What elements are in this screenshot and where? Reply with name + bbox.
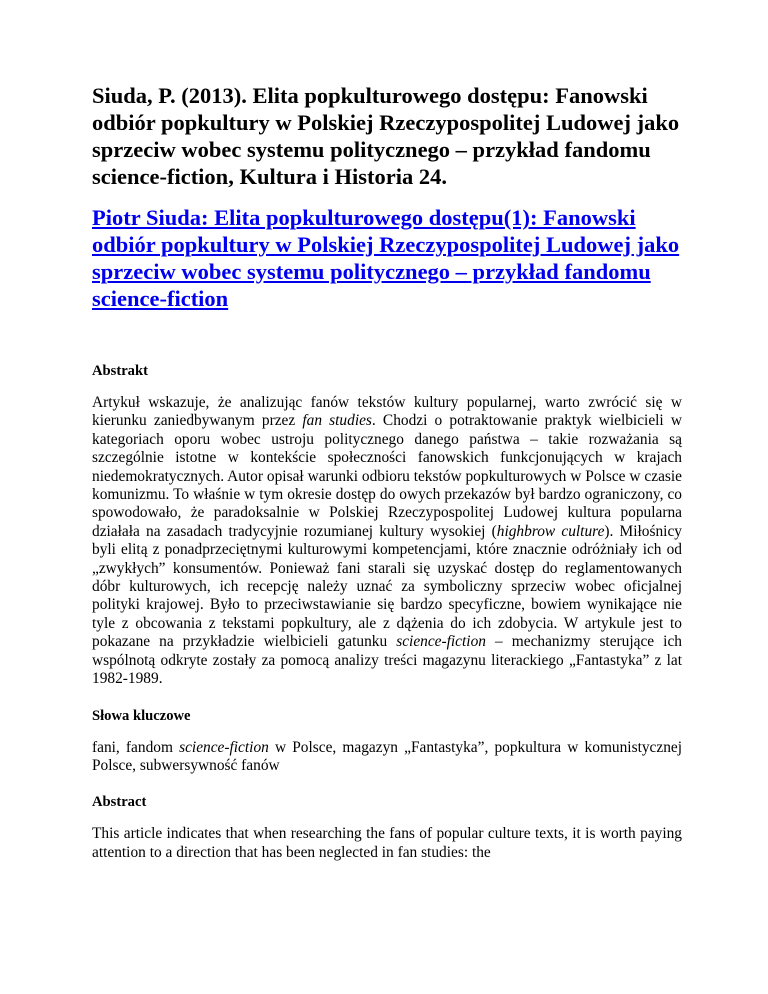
abstrakt-em-3: science-fiction: [396, 633, 486, 651]
citation-title: Siuda, P. (2013). Elita popkulturowego dostępu: Fanowski odbiór popkultury w Polskiej Rzeczypospolitej Ludowej jako sprzeciw wobec systemu politycznego – przykład fandomu science-fiction, Kultura i Historia 24.: [92, 83, 680, 189]
keywords-text-1: fani, fandom: [92, 738, 180, 756]
keywords-em-1: science-fiction: [179, 738, 269, 756]
abstrakt-paragraph: [92, 394, 682, 689]
abstrakt-text-3: ). Miłośnicy byli elitą z ponadprzeciętnymi kulturowymi kompetencjami, które znacznie odróżniały ich od „zwykłych” konsumentów. Ponieważ fani starali się uzyskać dostęp do reglamentowanych dóbr kulturowych, ich recepcję należy uznać za symboliczny sprzeciw wobec oficjalnej polityki krajowej. Było to przeciwstawianie się bardzo specyficzne, bowiem wynikające nie tyle z obcowania z tekstami popkultury, ale z dążenia do ich zdobycia. W artykule jest to pokazane na przykładzie wielbicieli gatunku: [92, 522, 682, 651]
abstract-heading: Abstract: [92, 794, 147, 811]
abstrakt-text-2: . Chodzi o potraktowanie praktyk wielbicieli w kategoriach oporu wobec ustroju politycznego danego państwa – takie rozważania są szczególnie istotne w kontekście społeczności fanowskich funkcjonujących w krajach niedemokratycznych. Autor opisał warunki odbioru tekstów popkulturowych w Polsce w czasie komunizmu. To właśnie w tym okresie dostęp do owych przekazów był bardzo ograniczony, co spowodowało, że paradoksalnie w Polskiej Rzeczypospolitej Ludowej kultura popularna działała na zasadach tradycyjnie rozumianej kultury wysokiej (: [92, 412, 682, 540]
article-link[interactable]: Piotr Siuda: Elita popkulturowego dostępu(1): Fanowski odbiór popkultury w Polskiej Rzeczypospolitej Ludowej jako sprzeciw wobec systemu politycznego – przykład fandomu science-fiction: [92, 205, 680, 311]
abstrakt-text-4: – mechanizmy sterujące ich wspólnotą odkryte zostały za pomocą analizy treści magazynu literackiego „Fantastyka” z lat 1982-1989.: [92, 633, 682, 688]
keywords-heading: Słowa kluczowe: [92, 707, 191, 724]
abstrakt-em-2: highbrow culture: [496, 522, 605, 540]
abstract-paragraph: This article indicates that when researching the fans of popular culture texts, it is worth paying attention to a direction that has been neglected in fan studies: the: [92, 825, 682, 861]
abstrakt-text-1: Artykuł wskazuje, że analizując fanów tekstów kultury popularnej, warto zwrócić się w kierunku zaniedbywanym przez: [92, 394, 682, 430]
abstrakt-heading: Abstrakt: [92, 363, 148, 379]
keywords-paragraph: [92, 739, 682, 776]
keywords-text-2: w Polsce, magazyn „Fantastyka”, popkultura w komunistycznej Polsce, subwersywność fanów: [92, 738, 683, 774]
abstrakt-em-1: fan studies: [302, 412, 372, 430]
